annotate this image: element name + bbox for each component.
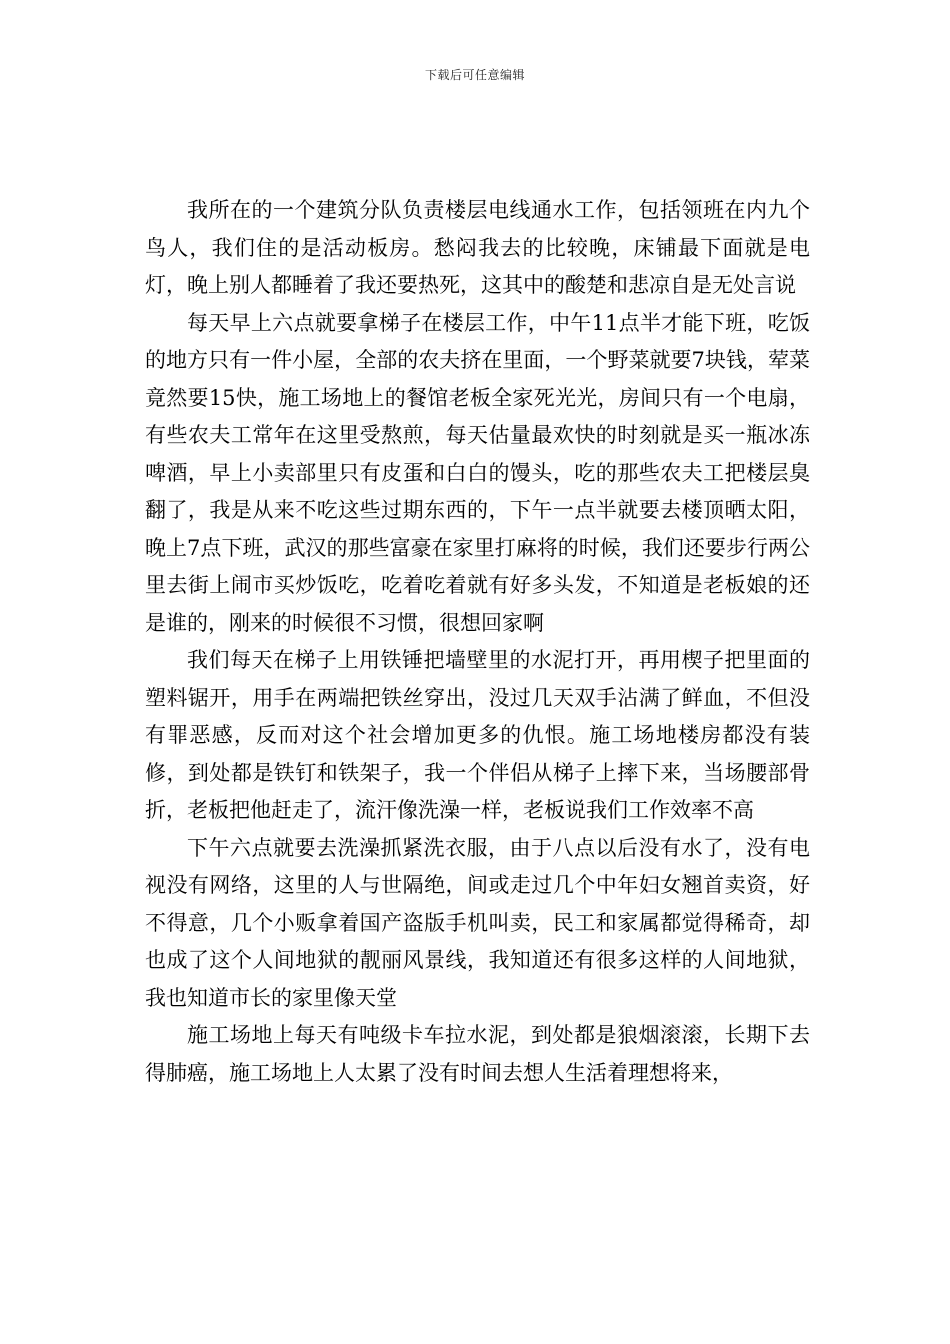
- paragraph-4: 下午六点就要去洗澡抓紧洗衣服，由于八点以后没有水了，没有电视没有网络，这里的人与世隔绝，间或走过几个中年妇女翘首卖资，好不得意，几个小贩拿着国产盗版手机叫卖，民工和家属都觉得稀奇，却也成了这个人间地狱的靓丽风景线，我知道还有很多这样的人间地狱，我也知道市长的家里像天堂: [145, 835, 810, 1010]
- paragraph-2: 每天早上六点就要拿梯子在楼层工作，中午11点半才能下班，吃饭的地方只有一件小屋，全部的农夫挤在里面，一个野菜就要7块钱，荤菜竟然要15快，施工场地上的餐馆老板全家死光光，房间只有一个电扇，有些农夫工常年在这里受熬煎，每天估量最欢快的时刻就是买一瓶冰冻啤酒，早上小卖部里只有皮蛋和白白的馒头，吃的那些农夫工把楼层臭翻了，我是从来不吃这些过期东西的，下午一点半就要去楼顶晒太阳，晚上7点下班，武汉的那些富豪在家里打麻将的时候，我们还要步行两公里去街上闹市买炒饭吃，吃着吃着就有好多头发，不知道是老板娘的还是谁的，刚来的时候很不习惯，很想回家啊: [145, 310, 810, 635]
- paragraph-3: 我们每天在梯子上用铁锤把墙壁里的水泥打开，再用楔子把里面的塑料锯开，用手在两端把铁丝穿出，没过几天双手沾满了鲜血，不但没有罪恶感，反而对这个社会增加更多的仇恨。施工场地楼房都没有装修，到处都是铁钉和铁架子，我一个伴侣从梯子上摔下来，当场腰部骨折，老板把他赶走了，流汗像洗澡一样，老板说我们工作效率不高: [145, 648, 810, 822]
- document-body: [145, 192, 810, 1092]
- paragraph-5: 施工场地上每天有吨级卡车拉水泥，到处都是狼烟滚滚，长期下去得肺癌，施工场地上人太累了没有时间去想人生活着理想将来，: [145, 1023, 810, 1085]
- paragraph-1: 我所在的一个建筑分队负责楼层电线通水工作，包括领班在内九个鸟人，我们住的是活动板房。愁闷我去的比较晚，床铺最下面就是电灯，晚上别人都睡着了我还要热死，这其中的酸楚和悲凉自是无处言说: [145, 198, 810, 297]
- page-header: 下载后可任意编辑: [424, 68, 525, 82]
